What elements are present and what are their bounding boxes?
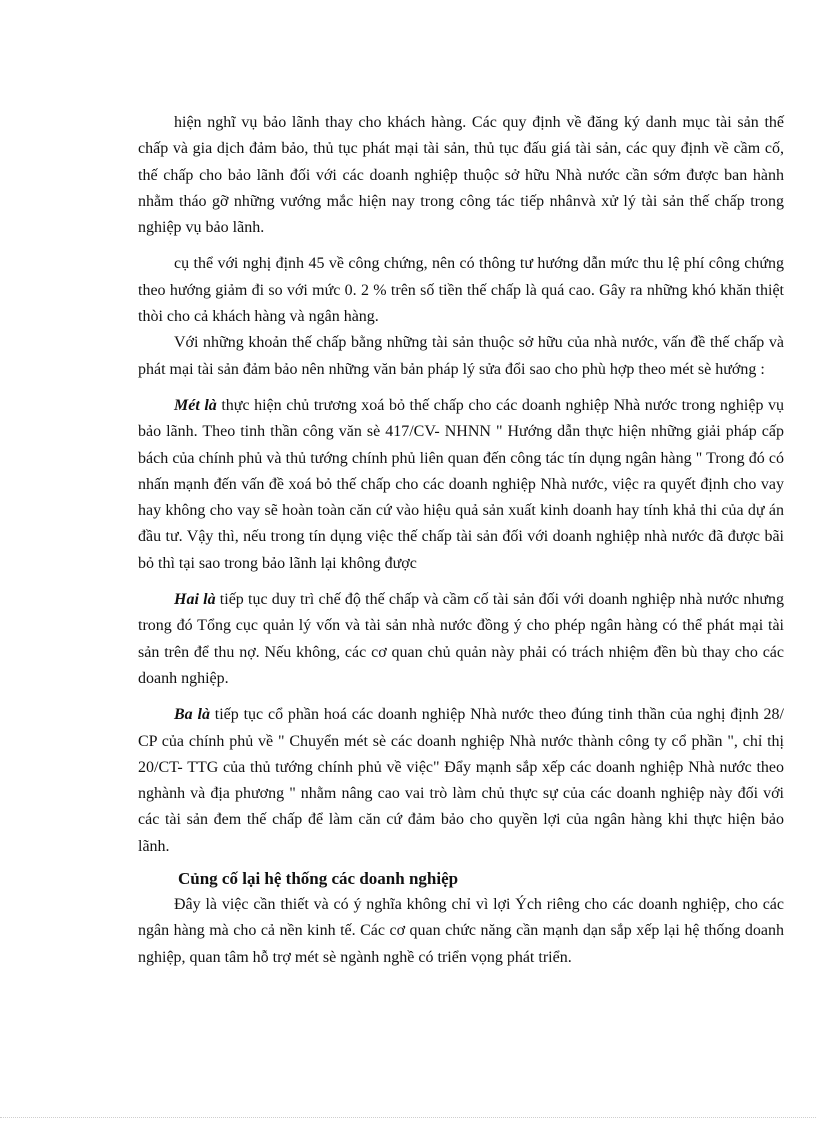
option-one-text: thực hiện chủ trương xoá bỏ thế chấp cho các doanh nghiệp Nhà nước trong nghiệp vụ bảo lãnh. Theo tinh thần công văn sè 417/CV- NHNN " Hướng dẫn thực hiện những giải pháp cấp bách của chính phủ và thủ tướng chính phủ liên quan đến công tác tín dụng ngân hàng " Trong đó có nhấn mạnh đến vấn đề xoá bỏ thế chấp cho các doanh nghiệp Nhà nước, việc ra quyết định cho vay hay không cho vay sẽ hoàn toàn căn cứ vào hiệu quả sản xuất kinh doanh hay tính khả thi của dự án đầu tư. Vậy thì, nếu trong tín dụng việc thế chấp tài sản đối với doanh nghiệp nhà nước đã được bãi bỏ thì tại sao trong bảo lãnh lại không được: [138, 396, 785, 572]
paragraph-guarantee-regulations: hiện nghĩ vụ bảo lãnh thay cho khách hàng. Các quy định về đăng ký danh mục tài sản thế chấp và gia dịch đảm bảo, thủ tục phát mại tài sản, thủ tục đấu giá tài sản, các quy định về cầm cố, thế chấp cho bảo lãnh đối với các doanh nghiệp thuộc sở hữu Nhà nước cần sớm được ban hành nhằm tháo gỡ những vướng mắc hiện nay trong công tác tiếp nhânvà xử lý tài sản thế chấp trong nghiệp vụ bảo lãnh.: [138, 114, 784, 237]
paragraph-option-three: [138, 702, 784, 860]
document-page: [138, 110, 784, 971]
paragraph-notary-decree: cụ thể với nghị định 45 về công chứng, nên có thông tư hướng dẫn mức thu lệ phí công chứng theo hướng giảm đi so với mức 0. 2 % trên số tiền thế chấp là quá cao. Gây ra những khó khăn thiệt thòi cho cả khách hàng và ngân hàng.: [138, 255, 784, 326]
option-three-text: tiếp tục cổ phần hoá các doanh nghiệp Nhà nước theo đúng tinh thần của nghị định 28/ CP của chính phủ về " Chuyển mét sè các doanh nghiệp Nhà nước thành công ty cổ phần ", chỉ thị 20/CT- TTG của thủ tướng chính phủ về việc" Đẩy mạnh sắp xếp các doanh nghiệp Nhà nước theo nghành và địa phương " nhằm nâng cao vai trò làm chủ thực sự của các doanh nghiệp này đối với các tài sản đem thế chấp để làm căn cứ đảm bảo cho quyền lợi của ngân hàng khi thực hiện bảo lãnh.: [138, 706, 784, 855]
option-two-text: tiếp tục duy trì chế độ thế chấp và cầm cố tài sản đối với doanh nghiệp nhà nước nhưng trong đó Tổng cục quản lý vốn và tài sản nhà nước đồng ý cho phép ngân hàng có thể phát mại tài sản trên để thu nợ. Nếu không, các cơ quan chủ quản này phải có trách nhiệm đền bù thay cho các doanh nghiệp.: [138, 591, 785, 687]
option-one-lead: Mét là: [174, 396, 217, 414]
section-heading: Củng cố lại hệ thống các doanh nghiệp: [178, 869, 459, 889]
paragraph-option-two: [138, 587, 784, 692]
option-two-lead: Hai là: [174, 591, 216, 609]
paragraph-option-one: [138, 393, 784, 577]
paragraph-consolidation: Đây là việc cần thiết và có ý nghĩa không chỉ vì lợi Ých riêng cho các doanh nghiệp, cho các ngân hàng mà cho cả nền kinh tế. Các cơ quan chức năng cần mạnh dạn sắp xếp lại hệ thống doanh nghiệp, quan tâm hỗ trợ mét sè ngành nghề có triển vọng phát triển.: [138, 896, 784, 966]
option-three-lead: Ba là: [174, 706, 210, 724]
paragraph-state-assets: Với những khoản thế chấp bằng những tài sản thuộc sở hữu của nhà nước, vấn đề thế chấp và phát mại tài sản đảm bảo nên những văn bản pháp lý sửa đổi sao cho phù hợp theo mét sè hướng :: [138, 334, 784, 378]
page-bottom-divider: [0, 1117, 816, 1118]
